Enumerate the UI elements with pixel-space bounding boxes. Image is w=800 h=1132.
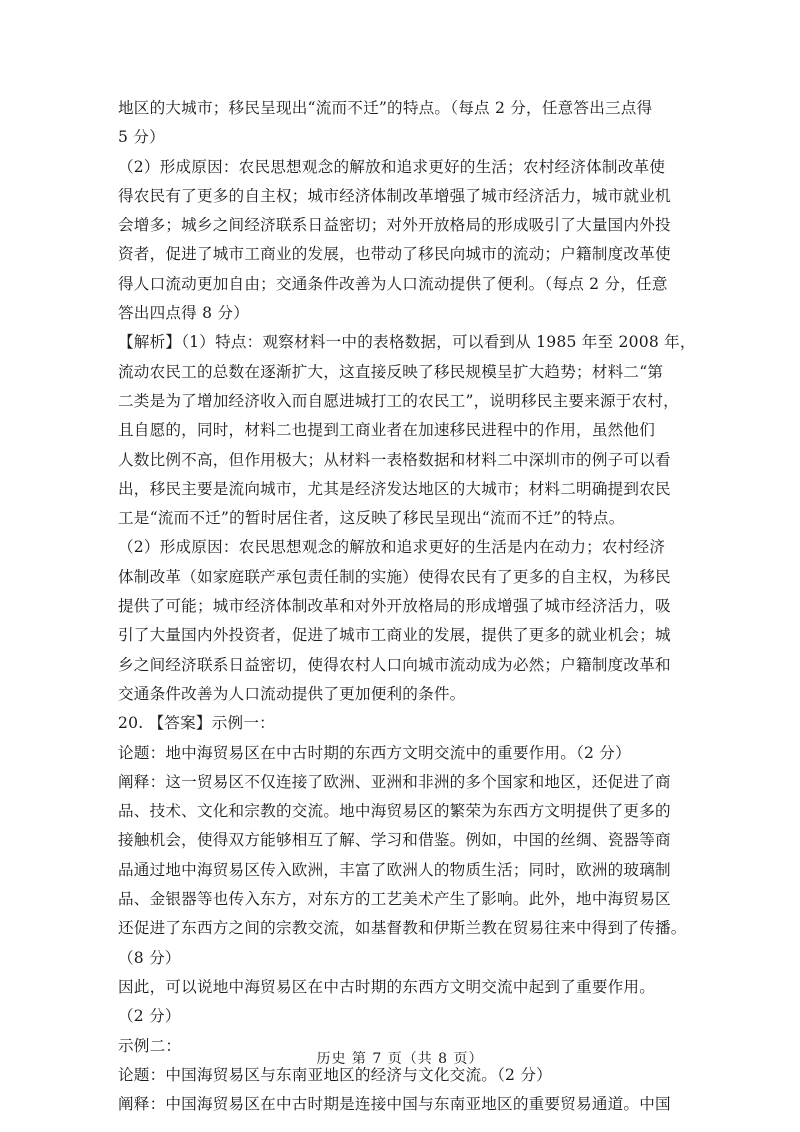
text-line: 人数比例不高，但作用极大；从材料一表格数据和材料二中深圳市的例子可以看 <box>118 450 671 469</box>
text-line: 交通条件改善为人口流动提供了更加便利的条件。 <box>118 684 466 703</box>
text-line: 会增多；城乡之间经济联系日益密切；对外开放格局的形成吸引了大量国内外投 <box>118 216 671 235</box>
text-line: 示例二： <box>118 1036 182 1055</box>
text-line: 阐释：中国海贸易区在中古时期是连接中国与东南亚地区的重要贸易通道。中国 <box>118 1095 671 1114</box>
text-line: 【解析】（1）特点：观察材料一中的表格数据，可以看到从 1985 年至 2008 年， <box>118 333 696 352</box>
text-line: 工是“流而不迁”的暂时居住者，这反映了移民呈现出“流而不迁”的特点。 <box>118 509 625 528</box>
text-line: 二类是为了增加经济收入而自愿进城打工的农民工”，说明移民主要来源于农村， <box>118 391 679 410</box>
text-line: 阐释：这一贸易区不仅连接了欧洲、亚洲和非洲的多个国家和地区，还促进了商 <box>118 772 671 791</box>
text-line: 资者，促进了城市工商业的发展，也带动了移民向城市的流动；户籍制度改革使 <box>118 245 671 264</box>
text-line: （8 分） <box>118 948 181 967</box>
text-line: 答出四点得 8 分） <box>118 304 249 323</box>
text-line: 出，移民主要是流向城市，尤其是经济发达地区的大城市；材料二明确提到农民 <box>118 479 671 498</box>
text-line: 因此，可以说地中海贸易区在中古时期的东西方文明交流中起到了重要作用。 <box>118 977 655 996</box>
text-line: 体制改革（如家庭联产承包责任制的实施）使得农民有了更多的自主权，为移民 <box>118 567 671 586</box>
text-line: 地区的大城市；移民呈现出“流而不迁”的特点。（每点 2 分，任意答出三点得 <box>118 99 653 117</box>
text-line: （2）形成原因：农民思想观念的解放和追求更好的生活；农村经济体制改革使 <box>118 157 666 176</box>
text-line: 品、金银器等也传入东方，对东方的工艺美术产生了影响。此外，地中海贸易区 <box>118 890 671 909</box>
text-line: 得农民有了更多的自主权；城市经济体制改革增强了城市经济活力，城市就业机 <box>118 186 671 205</box>
text-line: 乡之间经济联系日益密切，使得农村人口向城市流动成为必然；户籍制度改革和 <box>118 655 671 674</box>
answer-text <box>118 94 696 1119</box>
text-line: 品、技术、文化和宗教的交流。地中海贸易区的繁荣为东西方文明提供了更多的 <box>118 802 671 821</box>
text-line: （2 分） <box>118 1007 181 1026</box>
text-line: 引了大量国内外投资者，促进了城市工商业的发展，提供了更多的就业机会；城 <box>118 626 671 645</box>
text-line: 5 分） <box>118 128 165 147</box>
text-line: 提供了可能；城市经济体制改革和对外开放格局的形成增强了城市经济活力，吸 <box>118 597 671 616</box>
page-footer: 历史 第 7 页（共 8 页） <box>316 1051 484 1067</box>
text-line: 论题：地中海贸易区在中古时期的东西方文明交流中的重要作用。（2 分） <box>118 743 631 762</box>
text-line: 且自愿的，同时，材料二也提到工商业者在加速移民进程中的作用，虽然他们 <box>118 421 655 440</box>
text-line: 还促进了东西方之间的宗教交流，如基督教和伊斯兰教在贸易往来中得到了传播。 <box>118 919 687 938</box>
text-line: 流动农民工的总数在逐渐扩大，这直接反映了移民规模呈扩大趋势；材料二“第 <box>118 362 664 381</box>
text-line: 接触机会，使得双方能够相互了解、学习和借鉴。例如，中国的丝绸、瓷器等商 <box>118 831 671 850</box>
text-line: 得人口流动更加自由；交通条件改善为人口流动提供了便利。（每点 2 分，任意 <box>118 274 668 293</box>
text-line: 品通过地中海贸易区传入欧洲，丰富了欧洲人的物质生活；同时，欧洲的玻璃制 <box>118 860 671 879</box>
text-line: （2）形成原因：农民思想观念的解放和追求更好的生活是内在动力；农村经济 <box>118 538 666 557</box>
text-line: 20. 【答案】示例一： <box>118 714 275 733</box>
text-line: 论题：中国海贸易区与东南亚地区的经济与文化交流。（2 分） <box>118 1065 552 1084</box>
